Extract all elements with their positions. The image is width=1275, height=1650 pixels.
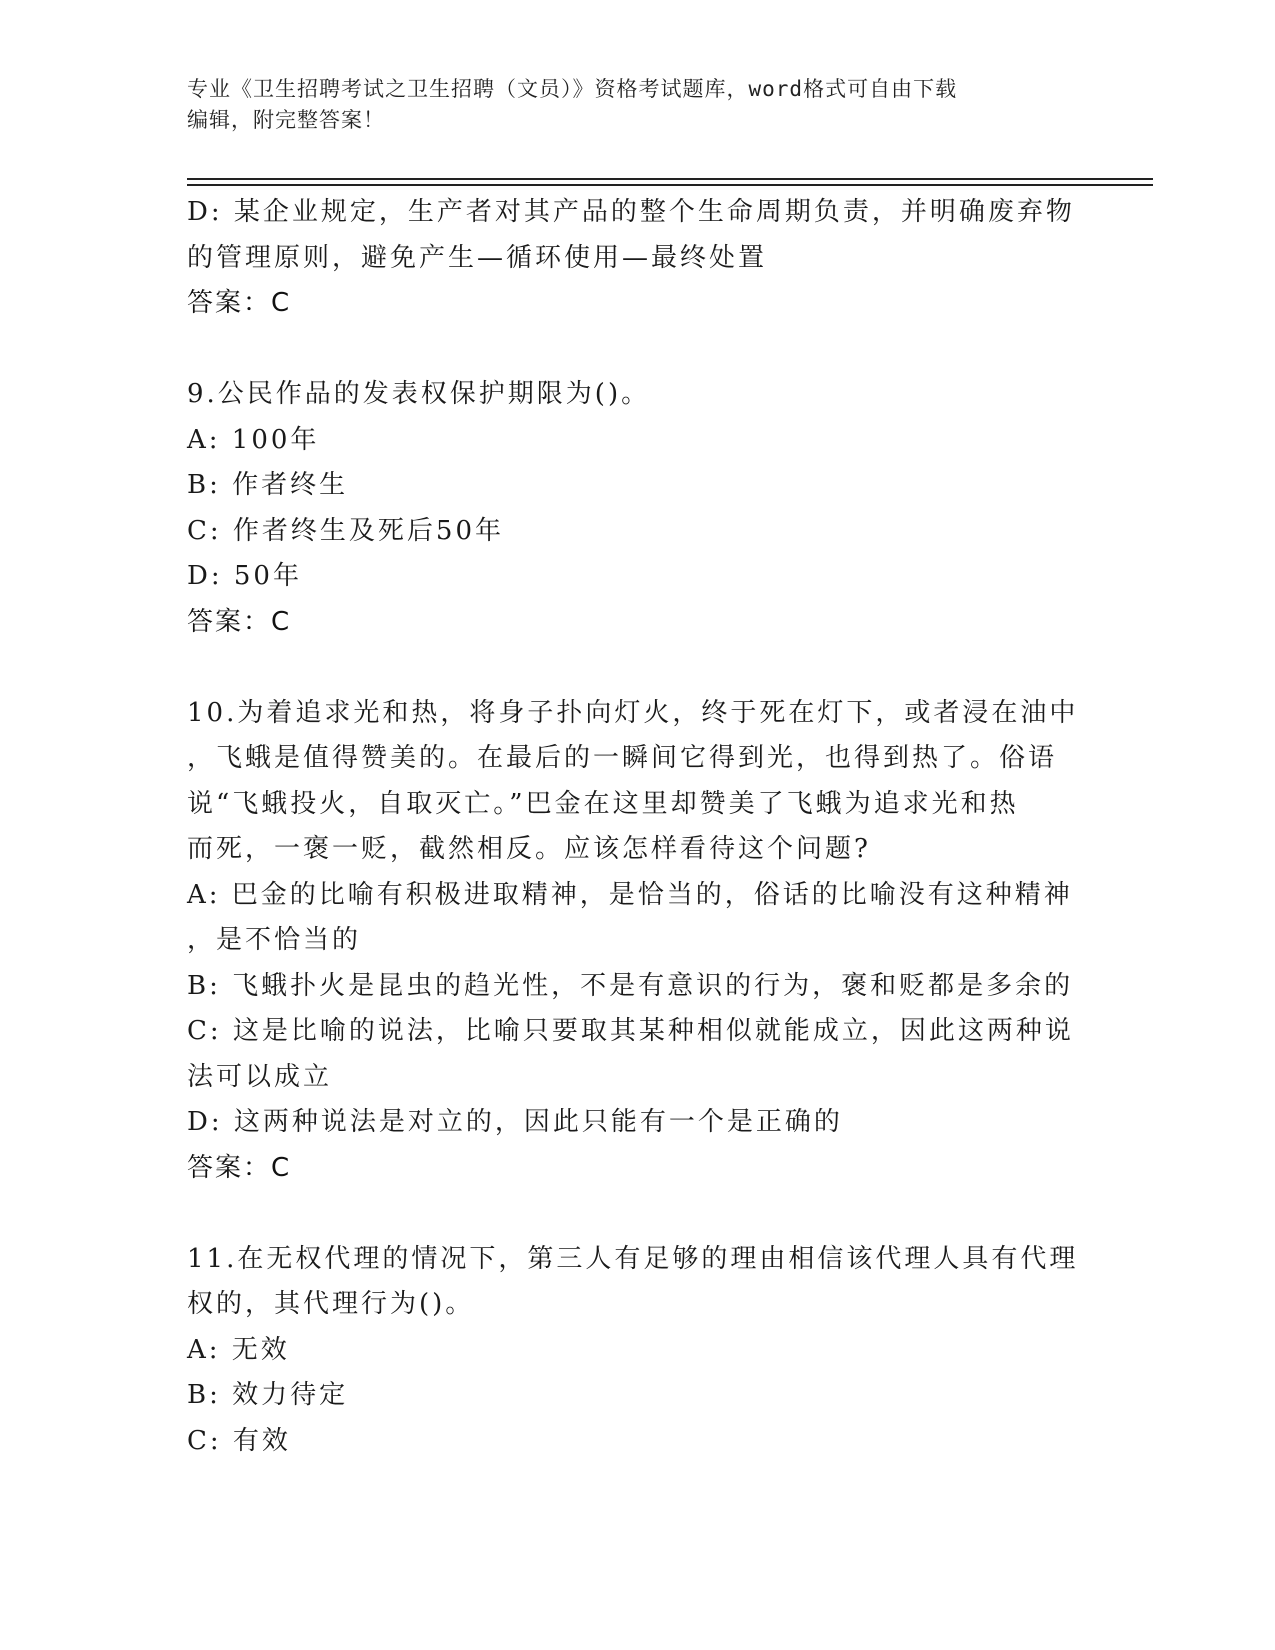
question-block-prev	[187, 190, 1087, 327]
header-line-1: 专业《卫生招聘考试之卫生招聘（文员）》资格考试题库，word格式可自由下载	[187, 77, 958, 101]
answer-label: 答案：C	[187, 1152, 292, 1183]
question-stem-line-4: 而死，一褒一贬，截然相反。应该怎样看待这个问题?	[187, 834, 871, 864]
header-divider-bottom	[187, 184, 1153, 186]
option-c-line-1: C: 这是比喻的说法，比喻只要取其某种相似就能成立，因此这两种说	[187, 1016, 1074, 1046]
option-b: B: 飞蛾扑火是昆虫的趋光性，不是有意识的行为，褒和贬都是多余的	[187, 970, 1074, 1001]
question-stem-line-3: 说“飞蛾投火，自取灭亡。”巴金在这里却赞美了飞蛾为追求光和热	[187, 788, 1019, 819]
question-9	[187, 372, 1087, 645]
option-b: B: 效力待定	[187, 1380, 349, 1410]
option-c-line-2: 法可以成立	[187, 1061, 333, 1092]
header-divider-top	[187, 178, 1153, 180]
option-d: D: 这两种说法是对立的，因此只能有一个是正确的	[187, 1107, 843, 1137]
option-c: C: 作者终生及死后50年	[187, 515, 505, 546]
option-d-line-1: D: 某企业规定，生产者对其产品的整个生命周期负责，并明确废弃物	[187, 197, 1075, 227]
option-a: A: 无效	[187, 1334, 290, 1365]
spacer	[187, 1191, 1087, 1237]
question-11	[187, 1237, 1087, 1465]
option-a: A: 100年	[187, 424, 320, 455]
option-d-line-2: 的管理原则，避免产生—循环使用—最终处置	[187, 242, 768, 273]
option-a-line-2: ，是不恰当的	[187, 925, 362, 955]
option-a-line-1: A: 巴金的比喻有积极进取精神，是恰当的，俗话的比喻没有这种精神	[187, 879, 1073, 910]
spacer	[187, 645, 1087, 691]
question-stem: 9.公民作品的发表权保护期限为()。	[187, 379, 651, 409]
option-c: C: 有效	[187, 1425, 291, 1456]
question-stem-line-1: 11.在无权代理的情况下，第三人有足够的理由相信该代理人具有代理	[187, 1243, 1079, 1274]
header-line-2: 编辑，附完整答案！	[187, 108, 385, 132]
answer-label: 答案：C	[187, 606, 292, 637]
option-d: D: 50年	[187, 561, 302, 591]
question-10	[187, 691, 1087, 1192]
spacer	[187, 327, 1087, 373]
document-header	[187, 74, 1087, 136]
question-stem-line-1: 10.为着追求光和热，将身子扑向灯火，终于死在灯下，或者浸在油中	[187, 697, 1079, 728]
question-list	[187, 190, 1087, 1464]
option-b: B: 作者终生	[187, 470, 349, 500]
answer-label: 答案：C	[187, 288, 292, 318]
question-stem-line-2: 权的，其代理行为()。	[187, 1289, 475, 1319]
question-stem-line-2: ，飞蛾是值得赞美的。在最后的一瞬间它得到光，也得到热了。俗语	[187, 743, 1058, 773]
